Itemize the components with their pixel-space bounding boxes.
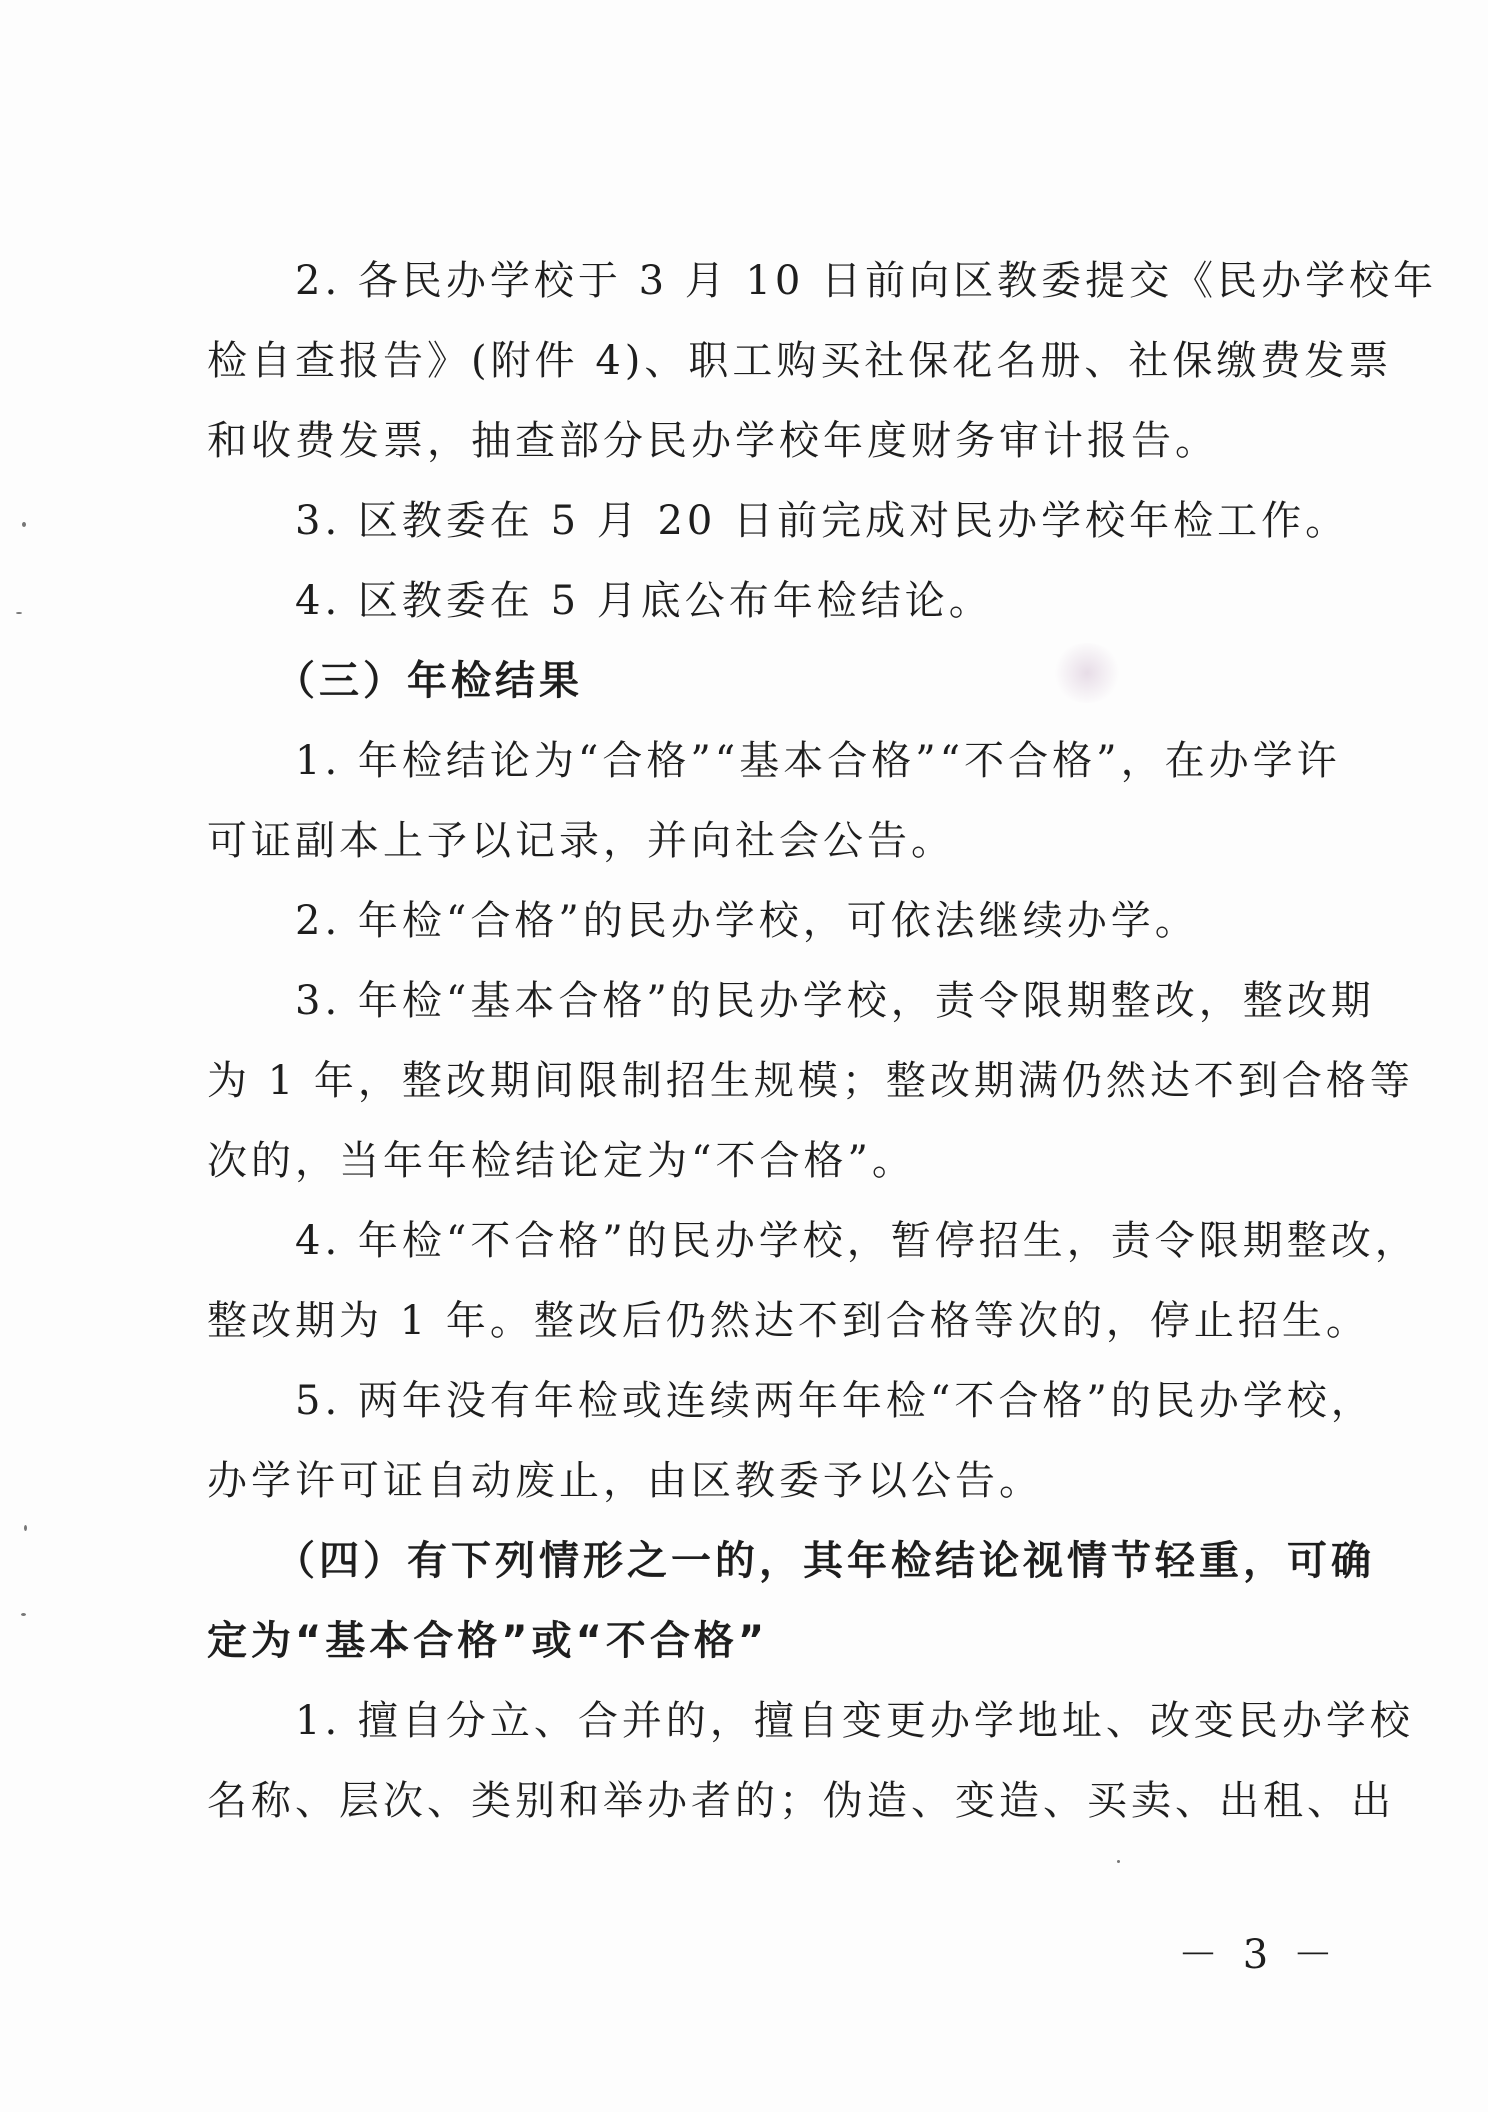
body-line-12: 次的，当年年检结论定为“不合格”。 <box>207 1138 916 1184</box>
section-heading-4-line-2: 定为“基本合格”或“不合格” <box>207 1618 769 1664</box>
body-line-11: 为 1 年，整改期间限制招生规模；整改期满仍然达不到合格等 <box>207 1058 1414 1104</box>
body-line-3: 和收费发票，抽查部分民办学校年度财务审计报告。 <box>207 418 1219 464</box>
body-line-20: 名称、层次、类别和举办者的；伪造、变造、买卖、出租、出 <box>207 1778 1395 1824</box>
scan-speck <box>1117 1860 1120 1863</box>
scan-speck <box>21 1613 26 1616</box>
faint-stamp-mark <box>1052 643 1122 703</box>
scan-speck <box>24 1525 27 1531</box>
body-line-2: 检自查报告》(附件 4)、职工购买社保花名册、社保缴费发票 <box>207 338 1393 384</box>
body-line-13: 4. 年检“不合格”的民办学校，暂停招生，责令限期整改， <box>207 1218 1419 1264</box>
page-number: － 3 － <box>1178 1932 1339 1978</box>
body-line-15: 5. 两年没有年检或连续两年年检“不合格”的民办学校， <box>207 1378 1375 1424</box>
body-line-7: 1. 年检结论为“合格”“基本合格”“不合格”，在办学许 <box>207 738 1341 784</box>
body-line-9: 2. 年检“合格”的民办学校，可依法继续办学。 <box>207 898 1199 944</box>
body-line-4: 3. 区教委在 5 月 20 日前完成对民办学校年检工作。 <box>207 498 1350 544</box>
body-line-19: 1. 擅自分立、合并的，擅自变更办学地址、改变民办学校 <box>207 1698 1414 1744</box>
body-line-14: 整改期为 1 年。整改后仍然达不到合格等次的，停止招生。 <box>207 1298 1370 1344</box>
body-line-10: 3. 年检“基本合格”的民办学校，责令限期整改，整改期 <box>207 978 1375 1024</box>
body-line-16: 办学许可证自动废止，由区教委予以公告。 <box>207 1458 1043 1504</box>
scan-speck <box>22 522 26 527</box>
section-heading-4-line-1: （四）有下列情形之一的，其年检结论视情节轻重，可确 <box>207 1538 1375 1584</box>
body-line-8: 可证副本上予以记录，并向社会公告。 <box>207 818 955 864</box>
scan-speck <box>16 612 22 614</box>
section-heading-3: （三）年检结果 <box>207 658 583 704</box>
body-line-1: 2. 各民办学校于 3 月 10 日前向区教委提交《民办学校年 <box>207 258 1438 304</box>
body-line-5: 4. 区教委在 5 月底公布年检结论。 <box>207 578 993 624</box>
